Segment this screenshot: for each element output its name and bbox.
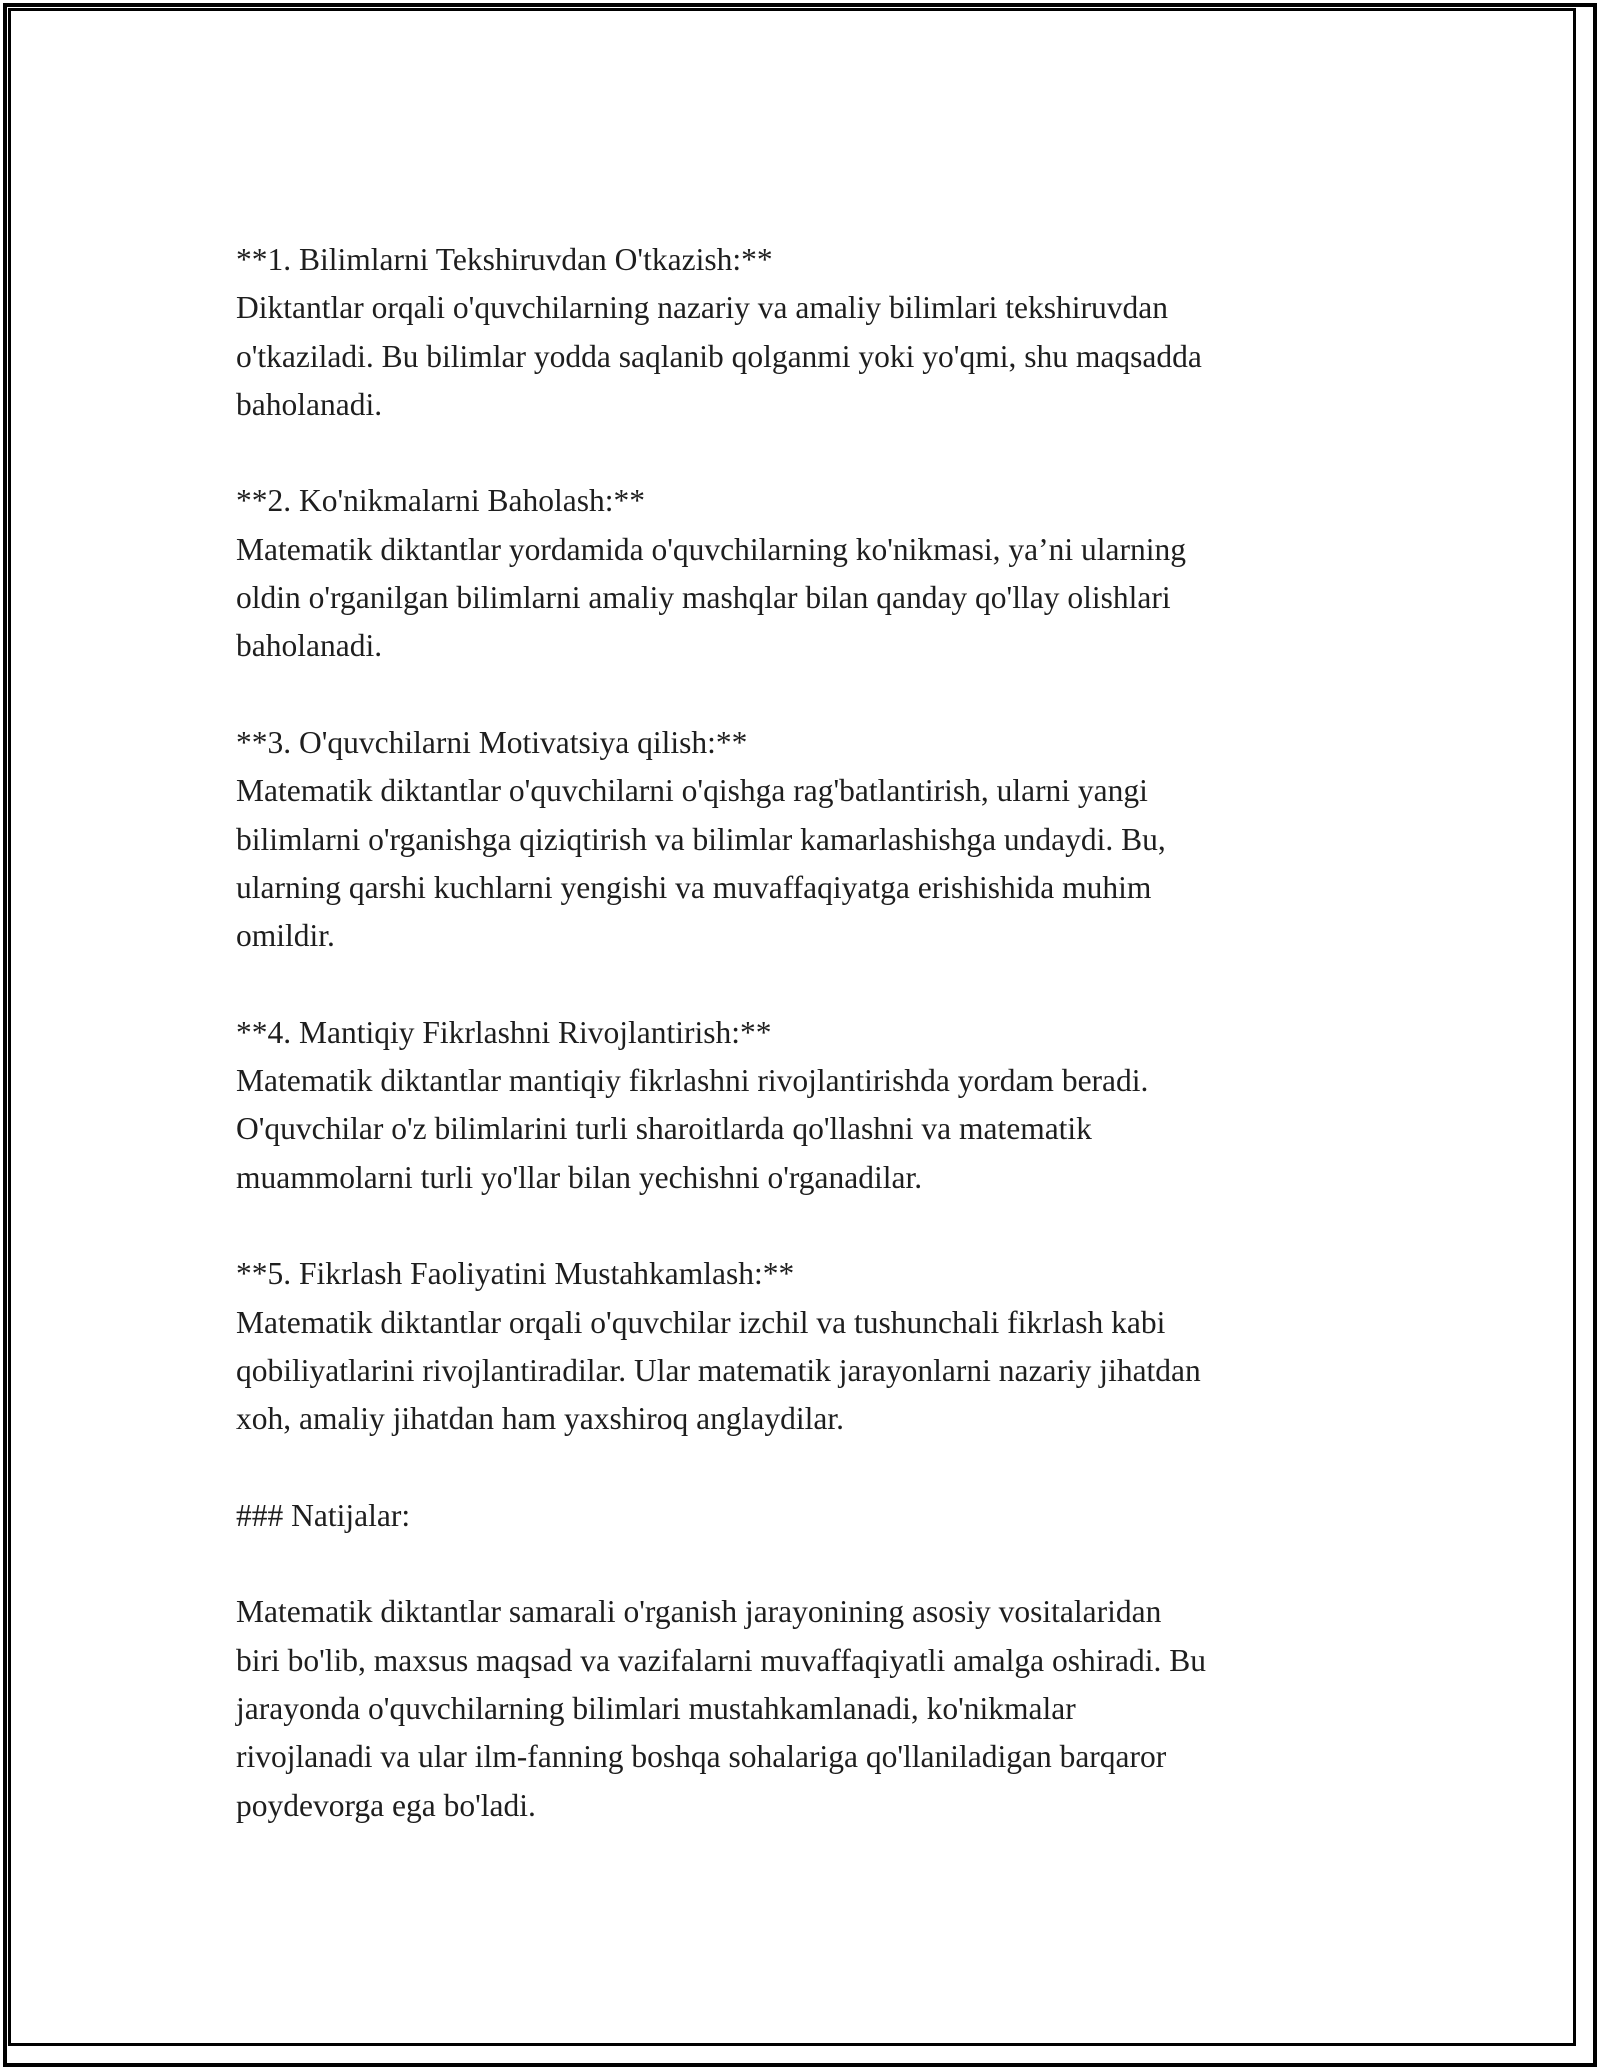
paragraph-line: omildir.: [236, 918, 335, 954]
section-heading: **5. Fikrlash Faoliyatini Mustahkamlash:**: [236, 1256, 795, 1292]
paragraph-line: Diktantlar orqali o'quvchilarning nazariy va amaliy bilimlari tekshiruvdan: [236, 290, 1169, 326]
results-heading: ### Natijalar:: [236, 1497, 411, 1533]
section-heading: **4. Mantiqiy Fikrlashni Rivojlantirish:**: [236, 1014, 772, 1050]
paragraph-line: oldin o'rganilgan bilimlarni amaliy mashqlar bilan qanday qo'llay olishlari: [236, 580, 1171, 616]
section-5: [236, 1250, 1376, 1443]
paragraph-line: biri bo'lib, maxsus maqsad va vazifalarni muvaffaqiyatli amalga oshiradi. Bu: [236, 1642, 1206, 1678]
paragraph-line: poydevorga ega bo'ladi.: [236, 1787, 536, 1823]
paragraph-line: xoh, amaliy jihatdan ham yaxshiroq anglaydilar.: [236, 1401, 844, 1437]
paragraph-line: Matematik diktantlar yordamida o'quvchilarning ko'nikmasi, ya’ni ularning: [236, 531, 1186, 567]
section-2: [236, 477, 1376, 670]
section-heading: **1. Bilimlarni Tekshiruvdan O'tkazish:**: [236, 242, 773, 277]
paragraph-line: baholanadi.: [236, 386, 383, 422]
results-paragraph: [236, 1588, 1376, 1829]
paragraph-line: Matematik diktantlar mantiqiy fikrlashni rivojlantirishda yordam beradi.: [236, 1063, 1149, 1099]
paragraph-line: Matematik diktantlar o'quvchilarni o'qishga rag'batlantirish, ularni yangi: [236, 773, 1148, 809]
paragraph-line: baholanadi.: [236, 628, 383, 664]
paragraph-line: Matematik diktantlar orqali o'quvchilar izchil va tushunchali fikrlash kabi: [236, 1304, 1166, 1340]
section-4: [236, 1009, 1376, 1202]
results-heading-block: [236, 1492, 1376, 1540]
section-heading: **3. O'quvchilarni Motivatsiya qilish:**: [236, 724, 748, 760]
paragraph-line: O'quvchilar o'z bilimlarini turli sharoitlarda qo'llashni va matematik: [236, 1111, 1092, 1147]
paragraph-line: jarayonda o'quvchilarning bilimlari mustahkamlanadi, ko'nikmalar: [236, 1690, 1076, 1726]
section-3: [236, 719, 1376, 960]
paragraph-line: rivojlanadi va ular ilm-fanning boshqa sohalariga qo'llaniladigan barqaror: [236, 1739, 1167, 1775]
section-1: [236, 236, 1376, 429]
paragraph-line: qobiliyatlarini rivojlantiradilar. Ular matematik jarayonlarni nazariy jihatdan: [236, 1352, 1201, 1388]
paragraph-line: bilimlarni o'rganishga qiziqtirish va bilimlar kamarlashishga undaydi. Bu,: [236, 821, 1166, 857]
paragraph-line: muammolarni turli yo'llar bilan yechishni o'rganadilar.: [236, 1159, 923, 1195]
document-body: [236, 236, 1376, 1878]
paragraph-line: Matematik diktantlar samarali o'rganish jarayonining asosiy vositalaridan: [236, 1594, 1162, 1630]
paragraph-line: ularning qarshi kuchlarni yengishi va muvaffaqiyatga erishishida muhim: [236, 869, 1152, 905]
section-heading: **2. Ko'nikmalarni Baholash:**: [236, 483, 645, 519]
paragraph-line: o'tkaziladi. Bu bilimlar yodda saqlanib qolganmi yoki yo'qmi, shu maqsadda: [236, 338, 1202, 374]
